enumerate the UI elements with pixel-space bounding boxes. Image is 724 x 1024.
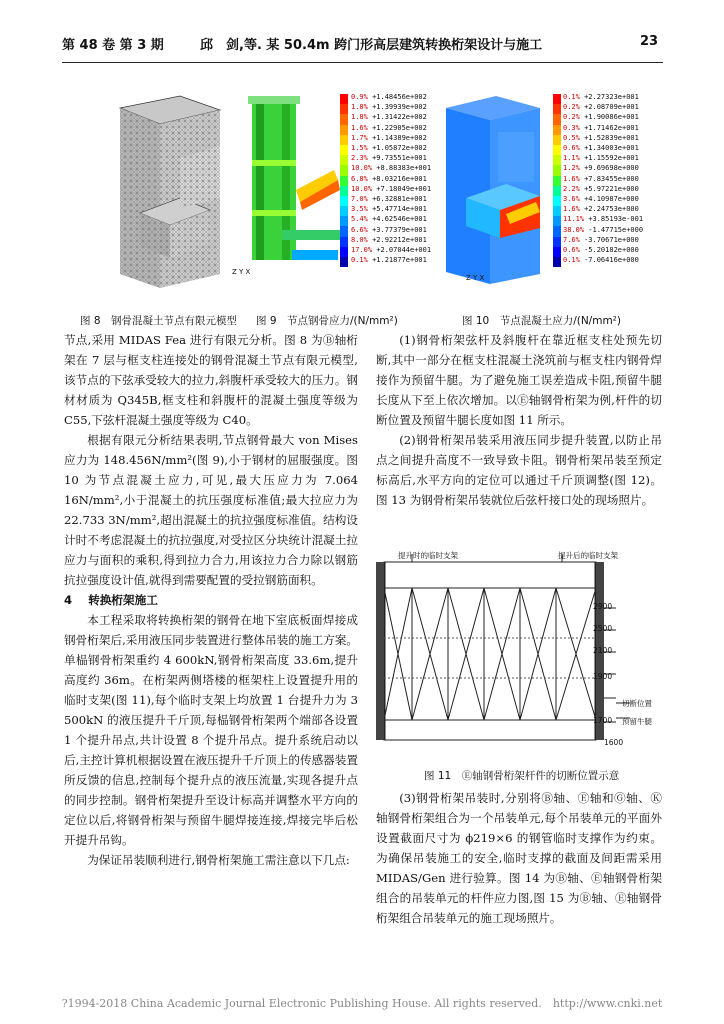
fig10-legend-row [563, 133, 643, 143]
journal-volume: 第 48 卷 第 3 期 [62, 38, 164, 53]
fig9-legend-pct: 10.0% [351, 164, 373, 173]
fig9-legend-pct: 3.5% [351, 205, 368, 214]
fig10-colorbar-swatch [553, 145, 561, 155]
fig10-legend-pct: 7.6% [563, 235, 580, 244]
left-paragraph-4: 为保证吊装顺利进行,钢骨桁架施工需注意以下几点: [87, 853, 350, 867]
fig9-legend-pct: 10.0% [351, 184, 373, 193]
fig9-colorbar-swatch [340, 135, 348, 145]
fig10-colorbar-swatch [553, 125, 561, 135]
right-paragraph-3: (3)钢骨桁架吊装时,分别将Ⓑ轴、Ⓔ轴和Ⓖ轴、Ⓚ轴钢骨桁架组合为一个吊装单元,每个吊装单元的平面外设置截面尺寸为 ϕ219×6 的钢管临时支撑作为约束。为确保吊装施工的安全,临时支撑的截面及间距需采用 MIDAS/Gen 进行验算。图 14 为Ⓑ轴、Ⓔ轴钢骨桁架组合的吊装单元的杆件应力图,图 15 为Ⓑ轴、Ⓔ轴钢骨桁架组合吊装单元的施工现场照片。 [376, 791, 662, 925]
fig10-legend-pct: 0.1% [563, 256, 580, 265]
fig9-legend-row [351, 153, 431, 163]
fig10-colorbar-swatch [553, 94, 561, 104]
section-number: 4 [64, 593, 73, 607]
fig9-legend-row [351, 194, 431, 204]
fig10-colorbar-swatch [553, 196, 561, 206]
fig10-legend-pct: 1.2% [563, 164, 580, 173]
fig11-label-bracket: 预留牛腿 [622, 717, 652, 726]
fig10-legend-row [563, 255, 643, 265]
right-column-bottom [376, 788, 662, 928]
fig9-legend-row [351, 225, 431, 235]
fig10-colorbar-swatch [553, 206, 561, 216]
fig10-legend-row [563, 204, 643, 214]
fig10-colorbar-swatch [553, 237, 561, 247]
right-paragraph-1: (1)钢骨桁架弦杆及斜腹杆在靠近框支柱处预先切断,其中一部分在框支柱混凝土浇筑前与框支柱内钢骨焊接作为预留牛腿。为了避免施工误差造成卡阻,预留牛腿长度从下至上依次增加。以Ⓔ轴钢骨桁架为例,杆件的切断位置及预留牛腿长度如图 11 所示。 [376, 333, 662, 427]
fig10-concrete-stress-model [436, 88, 556, 294]
fig10-axis-y: Y [473, 274, 478, 282]
fig10-legend-value: +2.27323e+001 [579, 93, 639, 101]
fig10-legend-pct: 0.2% [563, 103, 580, 112]
fig10-legend-value: -1.47715e+000 [584, 225, 644, 234]
right-paragraph-2: (2)钢骨桁架吊装采用液压同步提升装置,以防止吊点之间提升高度不一致导致卡阻。钢骨桁架吊装至预定标高后,水平方向的定位可以通过千斤顶调整(图 12)。图 13 为钢骨桁架吊装就位后弦杆接口处的现场照片。 [376, 433, 662, 507]
fig9-colorbar-swatch [340, 155, 348, 165]
fig9-legend-pct: 1.8% [351, 113, 368, 122]
fig9-colorbar-swatch [340, 237, 348, 247]
fig9-legend-value: +3.77379e+001 [367, 225, 427, 234]
fig10-legend-pct: 2.2% [563, 184, 580, 193]
fig9-colorbar-swatch [340, 216, 348, 226]
fig9-legend-row [351, 255, 431, 265]
fig10-legend-pct: 1.6% [563, 205, 580, 214]
fig10-legend-value: +2.24753e+000 [579, 205, 639, 214]
fig10-legend-value: +1.52839e+001 [579, 133, 639, 142]
fig11-label-right: 提升后的临时支架 [558, 551, 618, 560]
section-heading [64, 590, 358, 610]
fig10-caption: 图 10 节点混凝土应力/(N/mm²) [462, 315, 621, 327]
fig9-legend-row [351, 235, 431, 245]
fig9-colorbar-swatch [340, 206, 348, 216]
header-rule [62, 62, 663, 63]
fig11-label-cut: 切断位置 [622, 699, 652, 708]
fig9-colorbar-swatch [340, 176, 348, 186]
fig10-legend-pct: 11.1% [563, 215, 585, 224]
fig9-legend-row [351, 133, 431, 143]
left-paragraph-3: 本工程采取将转换桁架的钢骨在地下室底板面焊接成钢骨桁架后,采用液压同步装置进行整体吊装的施工方案。单榀钢骨桁架重约 4 600kN,钢骨桁架高度 33.6m,提升高度约 36m。在桁架两侧塔楼的框架柱上设置提升用的临时支架(图 11),每个临时支架上均放置 1 台提升力为 3 500kN 的液压提升千斤顶,每榀钢骨桁架两个端部各设置 1 个提升吊点,共计设置 8 个提升吊点。提升系统启动以后,主控计算机根据设置在液压提升千斤顶上的传感器装置所反馈的信息,控制每个提升点的液压流量,实现各提升点的同步控制。钢骨桁架提升至设计标高并调整水平方向的定位以后,将钢骨桁架与预留牛腿焊接连接,焊接完毕后松开提升吊钩。 [64, 613, 358, 847]
fig9-colorbar-swatch [340, 196, 348, 206]
fig10-colorbar-swatch [553, 186, 561, 196]
fig10-legend-row [563, 153, 643, 163]
fig10-axis-triad [466, 274, 484, 282]
fig9-legend-pct: 7.0% [351, 195, 368, 204]
fig11-dim-4: 1900 [593, 672, 613, 681]
fig9-legend-pct: 1.5% [351, 144, 368, 153]
fig10-legend-row [563, 123, 643, 133]
fig9-colorbar-swatch [340, 226, 348, 236]
fig9-colorbar-swatch [340, 186, 348, 196]
fig9-colorbar-swatch [340, 145, 348, 155]
fig10-legend-row [563, 92, 643, 102]
fig9-legend-value: +4.62546e+001 [367, 215, 427, 224]
fig10-legend-value: +9.69698e+000 [579, 164, 639, 173]
fig10-legend-pct: 1.1% [563, 154, 580, 163]
fig9-legend-pct: 1.6% [351, 123, 368, 132]
fig10-legend-pct: 0.3% [563, 123, 580, 132]
fig9-legend-pct: 6.6% [351, 225, 368, 234]
fig10-legend-value: +3.85193e-001 [584, 215, 644, 224]
fig11-caption: 图 11 Ⓔ轴钢骨桁架杆件的切断位置示意 [424, 770, 620, 782]
fig9-legend-row [351, 245, 431, 255]
fig9-caption: 图 9 节点钢骨应力/(N/mm²) [256, 315, 398, 327]
fig10-legend-row [563, 143, 643, 153]
fig9-colorbar-swatch [340, 94, 348, 104]
fig8-mesh-model [80, 88, 240, 300]
fig9-legend-value: +2.07044e+001 [372, 246, 432, 255]
fig9-legend-pct: 6.8% [351, 174, 368, 183]
fig10-colorbar-swatch [553, 257, 561, 267]
fig9-legend-row [351, 214, 431, 224]
fig9-axis-z: Z [232, 268, 237, 276]
fig9-axis-triad [232, 268, 250, 276]
fig9-legend-row [351, 92, 431, 102]
fig11-truss-drawing [372, 548, 660, 750]
fig10-axis-x: X [479, 274, 485, 282]
fig10-colorbar-swatch [553, 114, 561, 124]
fig9-legend-value: +8.03216e+001 [367, 174, 427, 183]
fig10-colorbar-swatch [553, 226, 561, 236]
fig9-legend-pct: 1.7% [351, 133, 368, 142]
fig9-legend-row [351, 143, 431, 153]
fig10-legend-pct: 0.5% [563, 133, 580, 142]
fig10-legend-row [563, 102, 643, 112]
fig9-legend-value: +1.48456e+002 [367, 93, 427, 101]
fig10-legend-pct: 0.2% [563, 113, 580, 122]
fig10-colorbar-swatch [553, 216, 561, 226]
fig9-legend-pct: 0.1% [351, 256, 368, 265]
fig10-colorbar-swatch [553, 135, 561, 145]
fig10-legend-value: +7.83455e+000 [579, 174, 639, 183]
fig9-legend-value: +1.22905e+002 [367, 123, 427, 132]
fig10-legend-pct: 38.0% [563, 225, 585, 234]
fig10-legend-row [563, 163, 643, 173]
fig9-colorbar-swatch [340, 125, 348, 135]
fig10-legend-value: +1.34003e+001 [579, 144, 639, 153]
fig10-colorbar [553, 94, 561, 267]
fig9-axis-x: X [245, 268, 251, 276]
fig10-colorbar-swatch [553, 165, 561, 175]
fig10-legend-row [563, 184, 643, 194]
fig10-axis-z: Z [466, 274, 471, 282]
fig9-colorbar-swatch [340, 165, 348, 175]
fig9-legend-row [351, 102, 431, 112]
fig9-legend-value: +1.39939e+002 [367, 103, 427, 112]
fig10-legend-value: +2.08709e+001 [579, 103, 639, 112]
section-title: 转换桁架施工 [88, 593, 158, 607]
fig10-legend-row [563, 174, 643, 184]
fig9-legend-row [351, 204, 431, 214]
fig9-colorbar-swatch [340, 257, 348, 267]
fig9-legend-pct: 0.9% [351, 93, 368, 101]
fig9-legend-value: +6.32881e+001 [367, 195, 427, 204]
fig10-colorbar-swatch [553, 247, 561, 257]
fig10-legend-pct: 0.6% [563, 246, 580, 255]
fig11-label-left: 提升时的临时支架 [398, 551, 458, 560]
fig9-legend-value: +1.14389e+002 [367, 133, 427, 142]
left-paragraph-1: 节点,采用 MIDAS Fea 进行有限元分析。图 8 为Ⓑ轴桁架在 7 层与框支柱连接处的钢骨混凝土节点有限元模型,该节点的下弦承受较大的拉力,斜腹杆承受较大的压力。钢材材质为 Q345B,框支柱和斜腹杆的混凝土强度等级为 C55,下弦杆混凝土强度等级为 C40。 [64, 333, 358, 427]
fig10-legend-pct: 1.6% [563, 174, 580, 183]
fig9-axis-y: Y [239, 268, 244, 276]
fig9-legend-row [351, 112, 431, 122]
fig10-legend-pct: 0.6% [563, 144, 580, 153]
fig9-legend-value: +1.05872e+002 [367, 144, 427, 153]
fig10-legend-row [563, 194, 643, 204]
fig11-dim-1: 2900 [593, 602, 613, 611]
fig10-legend-pct: 3.6% [563, 195, 580, 204]
fig11-dim-6: 1600 [604, 738, 624, 747]
fig10-legend-value: +4.10987e+000 [579, 195, 639, 204]
fig9-colorbar [340, 94, 348, 267]
fig9-colorbar-swatch [340, 104, 348, 114]
fig9-legend-value: +7.18049e+001 [372, 184, 432, 193]
fig10-legend-row [563, 214, 643, 224]
fig10-legend-row [563, 235, 643, 245]
fig9-legend-row [351, 163, 431, 173]
fig9-legend-pct: 2.3% [351, 154, 368, 163]
fig11-dim-3: 2100 [593, 646, 613, 655]
fig9-steel-stress-model [222, 90, 346, 290]
fig9-colorbar-swatch [340, 114, 348, 124]
fig10-legend-row [563, 112, 643, 122]
fig9-legend-value: +8.88383e+001 [372, 164, 432, 173]
fig10-legend-value: +1.71462e+001 [579, 123, 639, 132]
fig10-legend-row [563, 245, 643, 255]
fig9-legend-value: +2.92212e+001 [367, 235, 427, 244]
fig10-legend-value: -7.06416e+000 [579, 256, 639, 265]
fig10-legend-value: -5.20182e+000 [579, 246, 639, 255]
fig10-colorbar-swatch [553, 176, 561, 186]
fig9-legend [351, 92, 431, 265]
fig9-legend-pct: 5.4% [351, 215, 368, 224]
fig9-colorbar-swatch [340, 247, 348, 257]
fig9-legend-pct: 8.0% [351, 235, 368, 244]
running-title: 邱 剑,等. 某 50.4m 跨门形高层建筑转换桁架设计与施工 [200, 38, 543, 53]
fig9-legend-value: +5.47714e+001 [367, 205, 427, 214]
fig10-legend-value: -3.70671e+000 [579, 235, 639, 244]
left-column [64, 330, 358, 870]
fig8-caption: 图 8 钢骨混凝土节点有限元模型 [80, 315, 238, 327]
fig11-dim-2: 2500 [593, 624, 613, 633]
right-column-top [376, 330, 662, 510]
fig10-colorbar-swatch [553, 104, 561, 114]
fig10-legend-value: +1.15592e+001 [579, 154, 639, 163]
fig9-legend-value: +1.31422e+002 [367, 113, 427, 122]
fig10-legend-value: +1.90086e+001 [579, 113, 639, 122]
fig9-legend-value: +1.21877e+001 [367, 256, 427, 265]
fig9-legend-row [351, 123, 431, 133]
fig9-legend-row [351, 174, 431, 184]
left-paragraph-2: 根据有限元分析结果表明,节点钢骨最大 von Mises 应力为 148.456N/mm²(图 9),小于钢材的屈服强度。图 10 为节点混凝土应力,可见,最大压应力为 7.064 16N/mm²,小于混凝土的抗压强度标准值;最大拉应力为 22.733 3N/mm²,超出混凝土的抗拉强度标准值。结构设计时不考虑混凝土的抗拉强度,对受拉区分块统计混凝土拉应力与面积的乘积,得到拉力合力,用该拉力合力除以钢筋抗拉强度设计值,就得到需要配置的受拉钢筋面积。 [64, 433, 358, 587]
page-number: 23 [640, 34, 659, 49]
fig10-legend-row [563, 225, 643, 235]
fig10-legend-pct: 0.1% [563, 93, 580, 101]
fig10-legend [563, 92, 643, 265]
fig9-legend-pct: 17.0% [351, 246, 373, 255]
fig10-colorbar-swatch [553, 155, 561, 165]
fig9-legend-row [351, 184, 431, 194]
fig10-legend-value: +5.97221e+000 [579, 184, 639, 193]
fig9-legend-pct: 1.8% [351, 103, 368, 112]
fig11-dim-5: 1700 [593, 716, 613, 725]
fig9-legend-value: +9.73551e+001 [367, 154, 427, 163]
copyright-footer: ?1994-2018 China Academic Journal Electronic Publishing House. All rights reserved. http://www.cnki.net [61, 997, 663, 1010]
